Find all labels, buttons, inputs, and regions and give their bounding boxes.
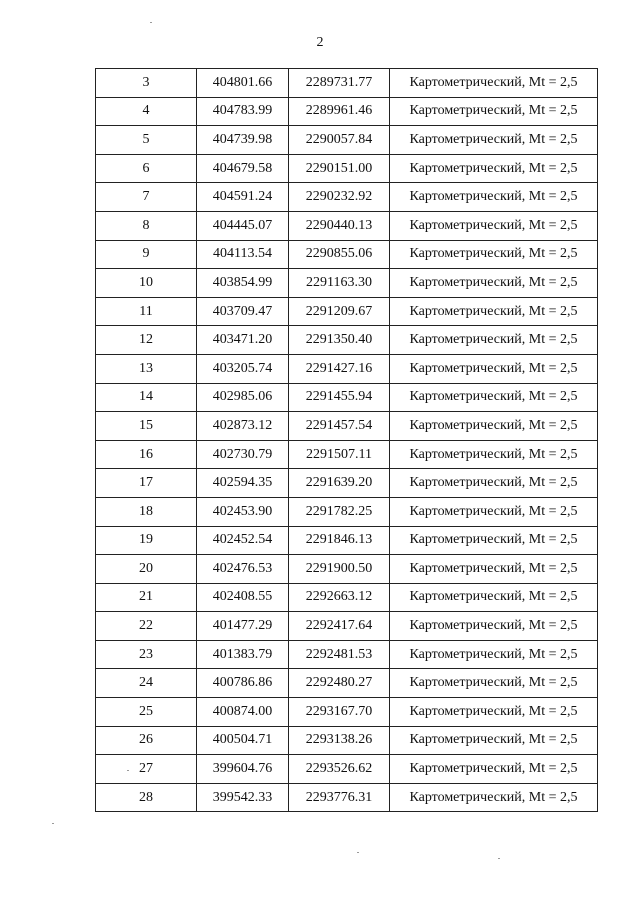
point-number: 23 — [96, 640, 197, 669]
coord-x: 400504.71 — [197, 726, 289, 755]
coord-x: 402453.90 — [197, 497, 289, 526]
method-cell: Картометрический, Mt = 2,5 — [390, 698, 598, 727]
method-cell: Картометрический, Mt = 2,5 — [390, 269, 598, 298]
coord-y: 2290855.06 — [289, 240, 390, 269]
coord-y: 2291507.11 — [289, 440, 390, 469]
method-cell: Картометрический, Mt = 2,5 — [390, 583, 598, 612]
coord-x: 402408.55 — [197, 583, 289, 612]
point-number: 6 — [96, 154, 197, 183]
method-cell: Картометрический, Mt = 2,5 — [390, 126, 598, 155]
page-number: 2 — [316, 35, 324, 50]
coord-x: 404445.07 — [197, 211, 289, 240]
coord-y: 2292417.64 — [289, 612, 390, 641]
table-row — [96, 555, 598, 584]
coord-x: 403854.99 — [197, 269, 289, 298]
coord-y: 2291350.40 — [289, 326, 390, 355]
coord-y: 2291163.30 — [289, 269, 390, 298]
coord-x: 404801.66 — [197, 69, 289, 98]
coord-x: 399542.33 — [197, 783, 289, 812]
table-row — [96, 755, 598, 784]
table-row — [96, 583, 598, 612]
method-cell: Картометрический, Mt = 2,5 — [390, 726, 598, 755]
method-cell: Картометрический, Mt = 2,5 — [390, 326, 598, 355]
table-row — [96, 783, 598, 812]
coord-y: 2290057.84 — [289, 126, 390, 155]
coord-x: 399604.76 — [197, 755, 289, 784]
method-cell: Картометрический, Mt = 2,5 — [390, 555, 598, 584]
method-cell: Картометрический, Mt = 2,5 — [390, 154, 598, 183]
table-row — [96, 269, 598, 298]
point-number: 5 — [96, 126, 197, 155]
method-cell: Картометрический, Mt = 2,5 — [390, 640, 598, 669]
coordinates-table — [95, 68, 598, 812]
coord-y: 2291427.16 — [289, 354, 390, 383]
method-cell: Картометрический, Mt = 2,5 — [390, 240, 598, 269]
table-row — [96, 469, 598, 498]
method-cell: Картометрический, Mt = 2,5 — [390, 612, 598, 641]
method-cell: Картометрический, Mt = 2,5 — [390, 526, 598, 555]
coord-y: 2292663.12 — [289, 583, 390, 612]
coord-y: 2291846.13 — [289, 526, 390, 555]
point-number: 25 — [96, 698, 197, 727]
table-row — [96, 669, 598, 698]
coord-x: 400786.86 — [197, 669, 289, 698]
method-cell: Картометрический, Mt = 2,5 — [390, 69, 598, 98]
point-number: 9 — [96, 240, 197, 269]
coord-x: 404783.99 — [197, 97, 289, 126]
coord-y: 2290232.92 — [289, 183, 390, 212]
coord-y: 2291209.67 — [289, 297, 390, 326]
method-cell: Картометрический, Mt = 2,5 — [390, 211, 598, 240]
point-number: 17 — [96, 469, 197, 498]
coord-y: 2293138.26 — [289, 726, 390, 755]
point-number: 22 — [96, 612, 197, 641]
method-cell: Картометрический, Mt = 2,5 — [390, 297, 598, 326]
point-number: 3 — [96, 69, 197, 98]
table-row — [96, 183, 598, 212]
method-cell: Картометрический, Mt = 2,5 — [390, 354, 598, 383]
coord-y: 2291900.50 — [289, 555, 390, 584]
point-number: 12 — [96, 326, 197, 355]
coord-y: 2291639.20 — [289, 469, 390, 498]
table-row — [96, 497, 598, 526]
coord-y: 2290151.00 — [289, 154, 390, 183]
table-row — [96, 698, 598, 727]
coord-y: 2292481.53 — [289, 640, 390, 669]
coord-x: 404591.24 — [197, 183, 289, 212]
table-row — [96, 297, 598, 326]
method-cell: Картометрический, Mt = 2,5 — [390, 497, 598, 526]
point-number: 11 — [96, 297, 197, 326]
point-number: 7 — [96, 183, 197, 212]
coord-x: 402985.06 — [197, 383, 289, 412]
coord-x: 403205.74 — [197, 354, 289, 383]
point-number: 14 — [96, 383, 197, 412]
point-number: 19 — [96, 526, 197, 555]
method-cell: Картометрический, Mt = 2,5 — [390, 469, 598, 498]
point-number: 16 — [96, 440, 197, 469]
table-row — [96, 440, 598, 469]
table-row — [96, 326, 598, 355]
table-row — [96, 726, 598, 755]
point-number: 28 — [96, 783, 197, 812]
table-row — [96, 383, 598, 412]
method-cell: Картометрический, Mt = 2,5 — [390, 755, 598, 784]
table-row — [96, 211, 598, 240]
point-number: 21 — [96, 583, 197, 612]
coord-x: 402476.53 — [197, 555, 289, 584]
point-number: 15 — [96, 412, 197, 441]
point-number: 10 — [96, 269, 197, 298]
table-row — [96, 240, 598, 269]
method-cell: Картометрический, Mt = 2,5 — [390, 97, 598, 126]
scan-speck — [127, 770, 129, 771]
table-row — [96, 412, 598, 441]
coord-y: 2293526.62 — [289, 755, 390, 784]
coord-x: 402452.54 — [197, 526, 289, 555]
point-number: 8 — [96, 211, 197, 240]
coord-y: 2293167.70 — [289, 698, 390, 727]
method-cell: Картометрический, Mt = 2,5 — [390, 412, 598, 441]
method-cell: Картометрический, Mt = 2,5 — [390, 440, 598, 469]
coord-x: 403471.20 — [197, 326, 289, 355]
scan-speck — [52, 823, 54, 824]
point-number: 27 — [96, 755, 197, 784]
coord-y: 2292480.27 — [289, 669, 390, 698]
coord-x: 402873.12 — [197, 412, 289, 441]
coord-y: 2291457.54 — [289, 412, 390, 441]
coord-x: 402594.35 — [197, 469, 289, 498]
table-row — [96, 97, 598, 126]
coord-x: 402730.79 — [197, 440, 289, 469]
table-row — [96, 612, 598, 641]
table-row — [96, 526, 598, 555]
coord-x: 404679.58 — [197, 154, 289, 183]
table-row — [96, 640, 598, 669]
coord-x: 404739.98 — [197, 126, 289, 155]
scan-speck — [150, 22, 152, 23]
method-cell: Картометрический, Mt = 2,5 — [390, 669, 598, 698]
scan-speck — [357, 852, 359, 853]
coord-y: 2293776.31 — [289, 783, 390, 812]
point-number: 4 — [96, 97, 197, 126]
table-row — [96, 126, 598, 155]
table-row — [96, 69, 598, 98]
method-cell: Картометрический, Mt = 2,5 — [390, 783, 598, 812]
coord-x: 400874.00 — [197, 698, 289, 727]
method-cell: Картометрический, Mt = 2,5 — [390, 183, 598, 212]
coord-x: 401383.79 — [197, 640, 289, 669]
point-number: 20 — [96, 555, 197, 584]
coord-y: 2291455.94 — [289, 383, 390, 412]
point-number: 24 — [96, 669, 197, 698]
scan-speck — [498, 858, 500, 859]
coord-x: 404113.54 — [197, 240, 289, 269]
coord-x: 401477.29 — [197, 612, 289, 641]
coord-y: 2291782.25 — [289, 497, 390, 526]
coord-y: 2289731.77 — [289, 69, 390, 98]
coord-x: 403709.47 — [197, 297, 289, 326]
method-cell: Картометрический, Mt = 2,5 — [390, 383, 598, 412]
point-number: 26 — [96, 726, 197, 755]
table-row — [96, 354, 598, 383]
point-number: 18 — [96, 497, 197, 526]
coord-y: 2290440.13 — [289, 211, 390, 240]
point-number: 13 — [96, 354, 197, 383]
table-row — [96, 154, 598, 183]
coord-y: 2289961.46 — [289, 97, 390, 126]
